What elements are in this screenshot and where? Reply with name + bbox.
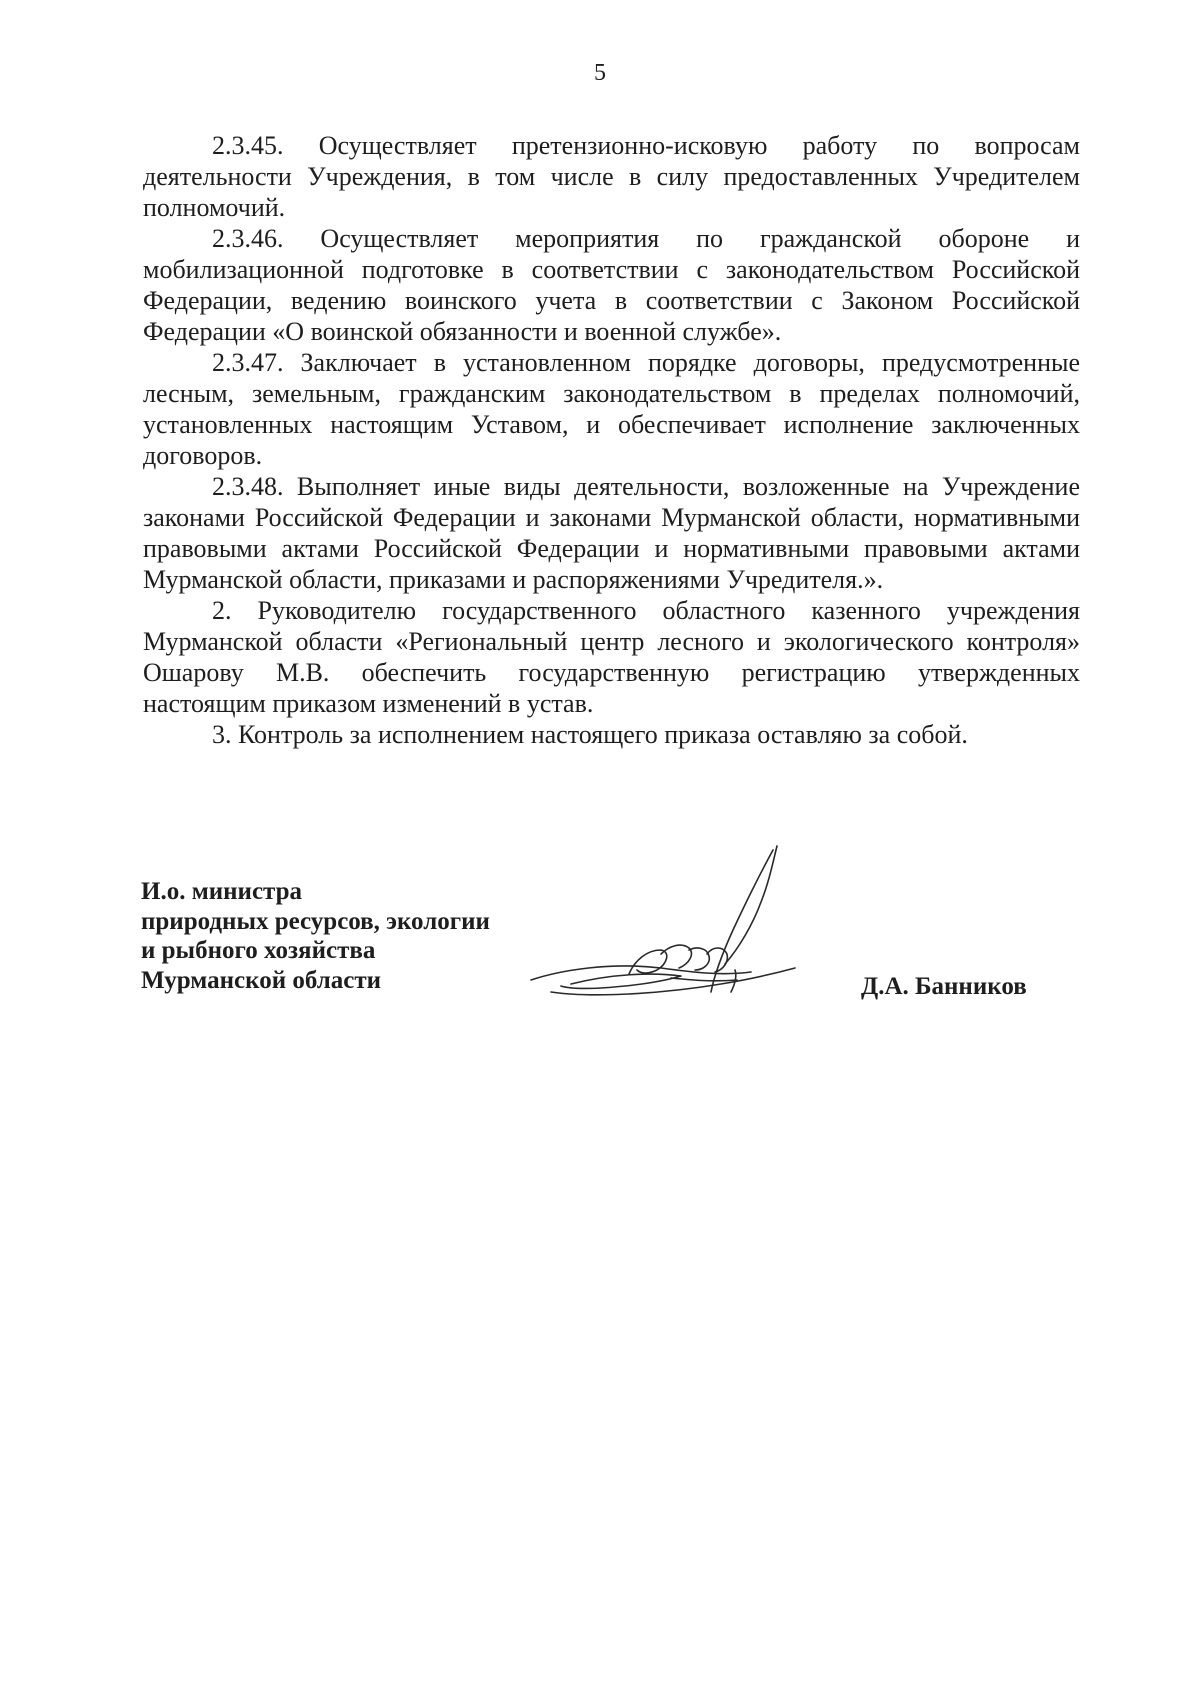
paragraph-2-3-45: 2.3.45. Осуществляет претензионно-исковую работу по вопросам деятельности Учреждения, в том числе в силу предоставленных Учредителем полномочий.: [143, 131, 1080, 222]
page-number: 5: [594, 60, 606, 86]
paragraph-item-3: 3. Контроль за исполнением настоящего приказа оставляю за собой.: [212, 720, 968, 749]
signer-position-line: и рыбного хозяйства: [141, 937, 376, 964]
paragraph-2-3-47: 2.3.47. Заключает в установленном порядке договоры, предусмотренные лесным, земельным, гражданским законодательством в пределах полномочий, установленных настоящим Уставом, и обеспечивает исполнение заключенных договоров.: [143, 348, 1080, 470]
signer-position: [141, 877, 490, 995]
signature-block: [141, 877, 1101, 1027]
paragraph-2-3-46: 2.3.46. Осуществляет мероприятия по гражданской обороне и мобилизационной подготовке в соответствии с законодательством Российской Федерации, ведению воинского учета в соответствии с Законом Российской Федерации «О воинской обязанности и военной службе».: [143, 224, 1080, 346]
handwritten-signature: [511, 842, 831, 1022]
paragraph-2-3-48: 2.3.48. Выполняет иные виды деятельности, возложенные на Учреждение законами Российской Федерации и законами Мурманской области, нормативными правовыми актами Российской Федерации и нормативными правовыми актами Мурманской области, приказами и распоряжениями Учредителя.».: [143, 472, 1080, 594]
paragraph-item-2: 2. Руководителю государственного областного казенного учреждения Мурманской области «Региональный центр лесного и экологического контроля» Ошарову М.В. обеспечить государственную регистрацию утвержденных настоящим приказом изменений в устав.: [143, 596, 1080, 718]
signer-position-line: природных ресурсов, экологии: [141, 907, 490, 935]
signer-position-line: Мурманской области: [141, 966, 382, 994]
signer-name: Д.А. Банников: [861, 973, 1027, 1000]
signer-position-line: И.о. министра: [141, 878, 303, 905]
document-body: [143, 130, 1080, 750]
